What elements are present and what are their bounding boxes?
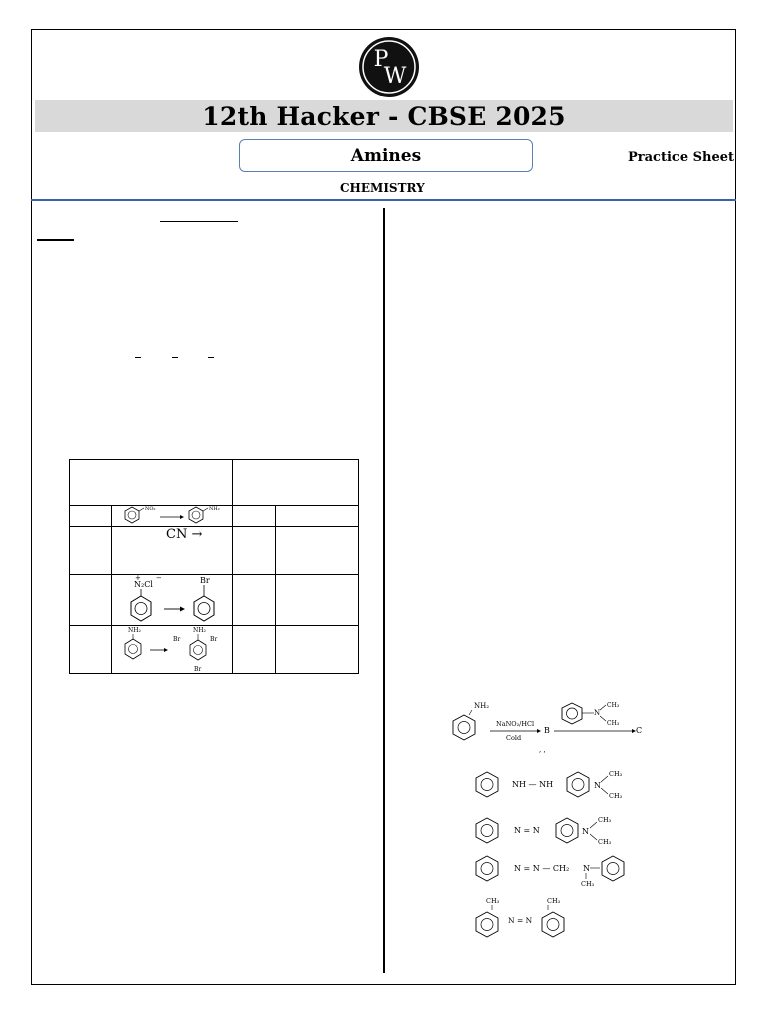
svg-text:Br: Br — [194, 666, 202, 673]
svg-text:, ,: , , — [539, 746, 546, 754]
topic-title: Amines — [350, 145, 422, 166]
svg-text:N = N — CH₂: N = N — CH₂ — [514, 864, 570, 873]
svg-text:N: N — [583, 864, 590, 873]
svg-text:P: P — [373, 47, 389, 72]
svg-text:N: N — [594, 781, 601, 790]
svg-text:−: − — [156, 574, 162, 582]
svg-text:NH₂: NH₂ — [474, 702, 490, 710]
row1-reaction — [118, 503, 228, 527]
underline-mark — [37, 239, 74, 241]
svg-text:C: C — [636, 726, 643, 735]
svg-text:Br: Br — [200, 576, 210, 585]
pw-logo — [358, 36, 420, 98]
svg-text:CH₃: CH₃ — [598, 838, 612, 846]
svg-text:N = N: N = N — [508, 916, 533, 925]
svg-text:W: W — [383, 64, 407, 89]
svg-text:+: + — [135, 574, 141, 582]
svg-text:B: B — [544, 726, 550, 735]
option-1-structure — [470, 764, 640, 804]
topic-box — [239, 139, 533, 172]
svg-text:NaNO₂/HCl: NaNO₂/HCl — [496, 720, 535, 728]
svg-text:CH₃: CH₃ — [581, 880, 595, 888]
underline-mark — [160, 221, 238, 222]
diazotization-scheme — [444, 698, 644, 756]
subject-label: CHEMISTRY — [340, 181, 425, 195]
svg-text:Cold: Cold — [506, 734, 522, 742]
option-2-structure — [470, 810, 640, 850]
svg-text:NO₂: NO₂ — [145, 506, 156, 512]
column-divider — [383, 208, 385, 973]
dash-mark — [172, 357, 178, 358]
svg-text:N = N: N = N — [514, 826, 540, 835]
svg-text:N₂Cl: N₂Cl — [134, 580, 153, 589]
svg-text:CH₃: CH₃ — [547, 897, 561, 905]
title-bar — [35, 100, 733, 132]
svg-text:CH₃: CH₃ — [486, 897, 500, 905]
svg-text:CH₃: CH₃ — [607, 702, 620, 709]
svg-text:N: N — [582, 827, 589, 836]
svg-text:NH₂: NH₂ — [128, 627, 141, 634]
header-divider — [31, 199, 736, 201]
dash-mark — [208, 357, 214, 358]
cn-arrow-label: CN → — [166, 527, 203, 542]
svg-text:NH₂: NH₂ — [193, 627, 206, 634]
svg-text:CH₃: CH₃ — [609, 770, 623, 778]
row3-reaction — [118, 624, 230, 674]
svg-text:NH — NH: NH — NH — [512, 780, 554, 789]
row2-reaction — [120, 574, 225, 626]
option-4-structure — [470, 895, 580, 945]
svg-text:CH₃: CH₃ — [607, 720, 620, 727]
svg-text:CH₃: CH₃ — [598, 816, 612, 824]
svg-text:N: N — [594, 709, 601, 717]
sheet-type-label: Practice Sheet — [628, 150, 735, 165]
svg-text:CH₃: CH₃ — [609, 792, 623, 800]
page-title: 12th Hacker - CBSE 2025 — [202, 101, 566, 131]
dash-mark — [135, 357, 141, 358]
option-3-structure — [470, 848, 640, 888]
svg-text:Br: Br — [173, 636, 181, 643]
svg-text:Br: Br — [210, 636, 218, 643]
svg-text:NH₂: NH₂ — [209, 506, 220, 512]
